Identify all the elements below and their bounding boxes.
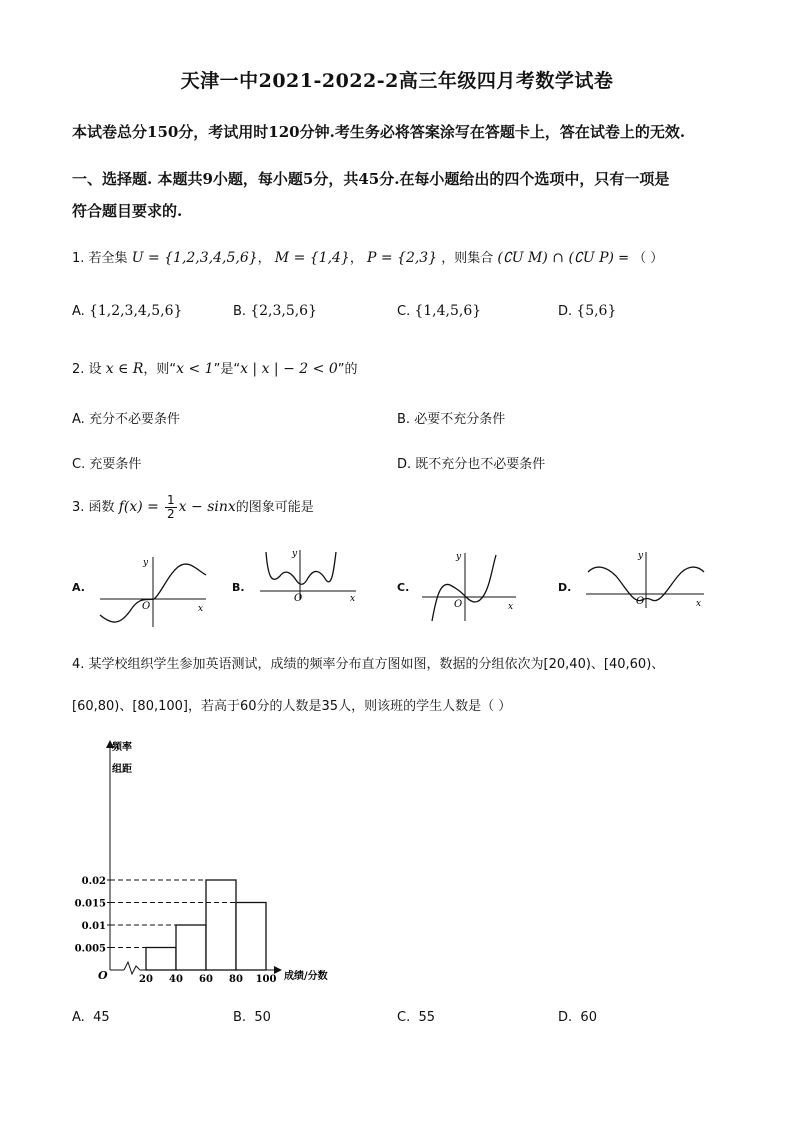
origin-label: O [142,601,151,612]
axis-break [124,962,140,974]
condition: x ∈ R [105,361,144,377]
origin-label: O [294,593,303,604]
x-axis-label: x [198,604,204,614]
graph-a[interactable] [98,553,210,629]
x-axis-label: 成绩/分数 [284,971,328,982]
y-tick-label: 0.02 [81,876,106,887]
question-number: 1. [72,251,85,266]
graph-c-label[interactable]: C. [397,581,410,594]
histogram-bar [236,903,266,971]
origin-label: O [636,596,645,607]
question-tail: ”的 [337,362,358,377]
set-p: P = {2,3} [366,250,438,266]
x-tick-label: 40 [169,974,183,985]
q4-option-c[interactable]: C. 55 [397,1010,436,1025]
q1-option-d[interactable]: D. {5,6} [558,303,617,319]
x-tick-label: 60 [199,974,213,985]
histogram-bar [176,925,206,970]
graph-d-label[interactable]: D. [558,581,572,594]
q1-option-b[interactable]: B. {2,3,5,6} [233,303,317,319]
condition-a: x < 1 [176,361,214,377]
function-body: x − sinx [178,499,236,515]
x-tick-label: 100 [255,974,277,985]
histogram-bar [146,948,176,971]
q4-option-d[interactable]: D. 60 [558,1010,597,1025]
question-text: 函数 [88,500,115,515]
question-text: 若全集 [88,251,128,266]
set-expression: (∁U M) ∩ (∁U P) [497,250,614,266]
y-axis-label-top: 频率 [112,742,132,753]
set-m: M = {1,4} [274,250,350,266]
q1-option-c[interactable]: C. {1,4,5,6} [397,303,482,319]
condition-b: x | x | − 2 < 0 [240,361,338,377]
x-tick-label: 80 [229,974,243,985]
graph-b-label[interactable]: B. [232,581,245,594]
question-4-line1 [72,653,664,672]
section-heading-line2: 符合题目要求的. [72,202,183,220]
x-axis-label: x [696,599,702,609]
q4-option-b[interactable]: B. 50 [233,1010,271,1025]
y-axis-label: y [638,551,644,561]
graph-a-label[interactable]: A. [72,581,85,594]
y-axis-label: y [143,558,149,568]
origin-label: O [98,969,108,982]
question-number: 3. [72,500,85,515]
x-axis-label: x [350,594,356,604]
question-number: 4. [72,657,85,672]
y-tick-label: 0.01 [81,921,106,932]
q4-option-a[interactable]: A. 45 [72,1010,110,1025]
y-tick-label: 0.005 [74,943,106,955]
page-title: 天津一中2021-2022-2高三年级四月考数学试卷 [180,70,614,92]
function-name: f(x) = [118,499,159,515]
question-text: 某学校组织学生参加英语测试，成绩的频率分布直方图如图，数据的分组依次为[20,40)、[40,60)、 [88,657,665,672]
q2-option-d[interactable]: D. 既不充分也不必要条件 [397,457,546,472]
question-4-line2: [60,80)、[80,100]，若高于60分的人数是35人，则该班的学生人数是（ ） [72,699,512,714]
question-3 [72,494,314,521]
exam-intro: 本试卷总分150分，考试用时120分钟.考生务必将答案涂写在答题卡上，答在试卷上的无效. [72,123,686,141]
question-number: 2. [72,362,85,377]
graph-c[interactable] [420,551,520,623]
origin-label: O [454,599,463,610]
question-text: ，则“ [143,362,177,377]
question-1: 1. 若全集 U = {1,2,3,4,5,6}， M = {1,4}， P = {2,3} ，则集合 (∁U M) ∩ (∁U P) = （ ） [72,250,664,266]
q2-option-c[interactable]: C. 充要条件 [72,457,142,472]
question-tail: 的图象可能是 [235,500,314,515]
x-tick-label: 20 [139,974,153,985]
y-axis-label-bottom: 组距 [112,764,132,775]
question-text: ，则集合 [441,251,494,266]
y-axis-label: y [456,552,462,562]
question-2 [72,358,357,377]
question-text: ”是“ [213,362,241,377]
set-u: U = {1,2,3,4,5,6} [131,250,258,266]
question-tail: = （ ） [618,251,664,266]
y-axis-label: y [292,549,298,559]
q2-option-b[interactable]: B. 必要不充分条件 [397,412,506,427]
y-tick-label: 0.015 [74,898,106,910]
histogram-bar [206,880,236,970]
question-text: 设 [88,362,102,377]
graph-d[interactable] [584,550,708,610]
q1-option-a[interactable]: A. {1,2,3,4,5,6} [72,303,183,319]
frequency-histogram [72,738,372,988]
section-heading-line1: 一、选择题. 本题共9小题，每小题5分，共45分.在每小题给出的四个选项中，只有一项是 [72,170,670,188]
x-axis-label: x [508,602,514,612]
graph-b[interactable] [258,548,358,604]
q2-option-a[interactable]: A. 充分不必要条件 [72,412,180,427]
fraction-half: $\frac{1}{2}$ [167,493,175,521]
